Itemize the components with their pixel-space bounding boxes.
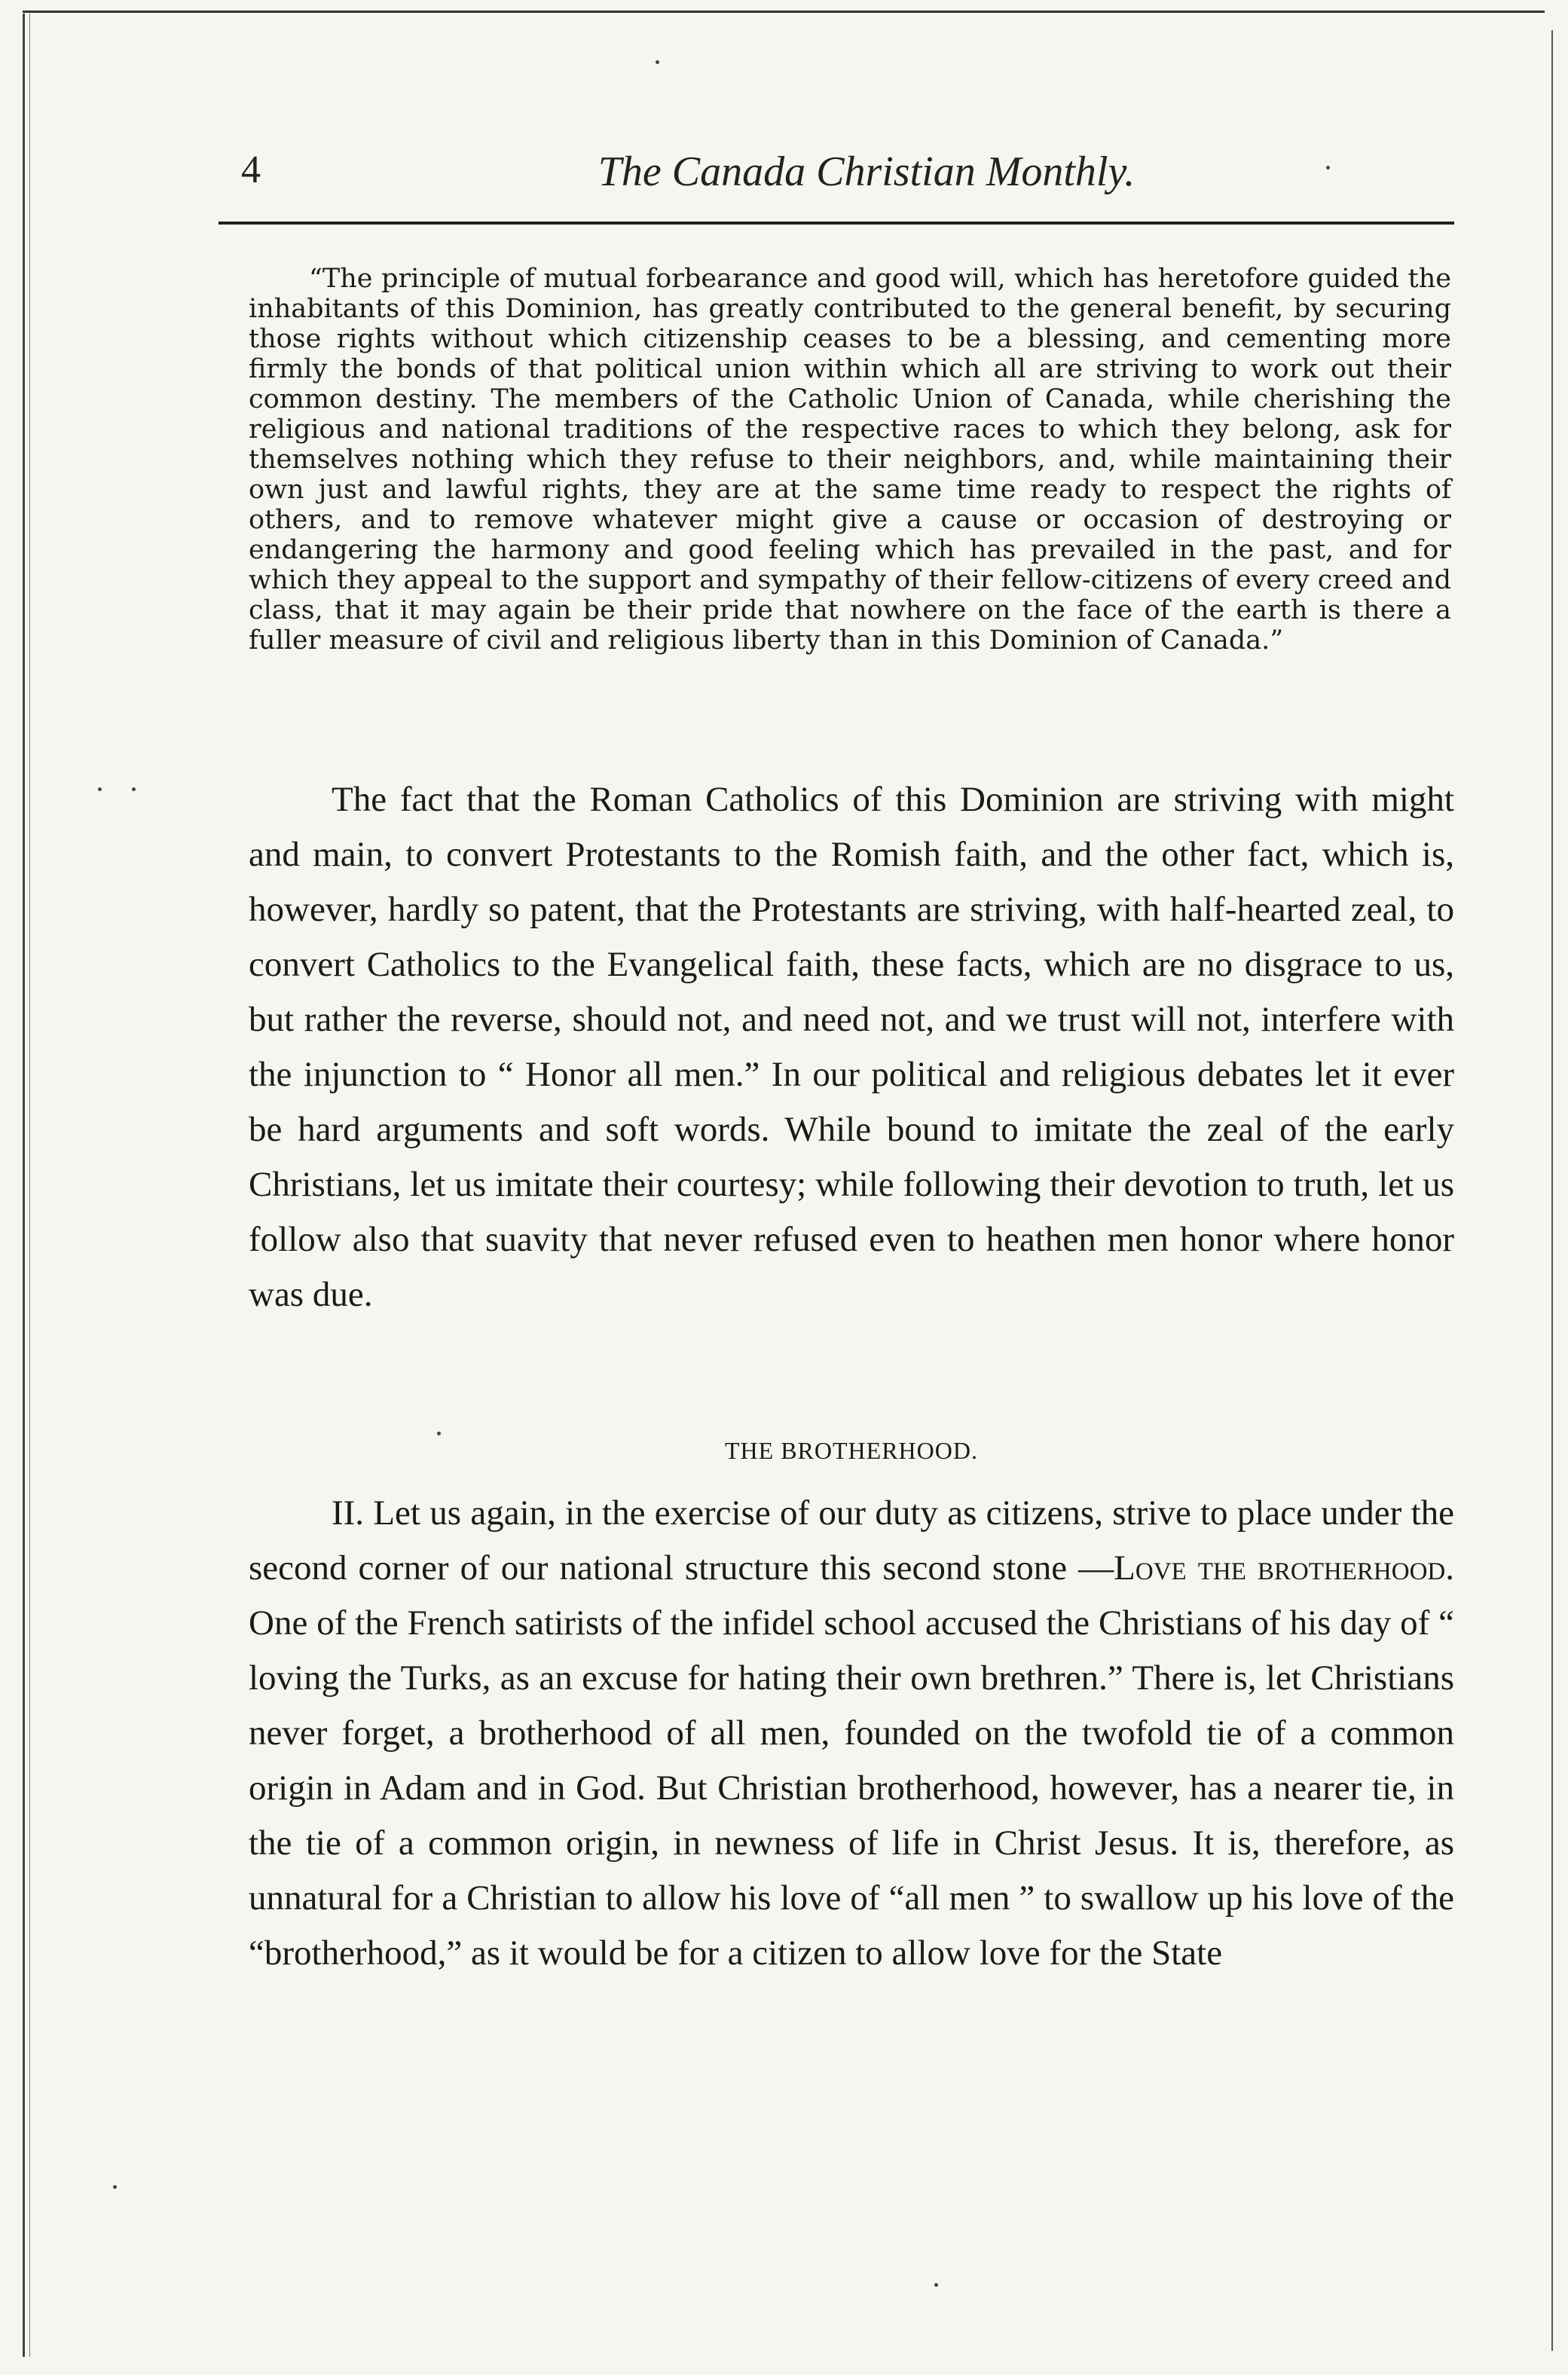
print-speck <box>113 2185 117 2189</box>
quote-paragraph: “The principle of mutual forbearance and good will, which has heretofore guided the inhabitants of this Dominion, has greatly contributed to the general benefit, by securing those rights without which citizenship ceases to be a blessing, and cementing more firmly the bonds of that political union within which all are striving to work out their common destiny. The members of the Catholic Union of Canada, while cherishing the religious and national traditions of the respective races to which they belong, ask for themselves nothing which they refuse to their neighbors, and, while maintaining their own just and lawful rights, they are at the same time ready to respect the rights of others, and to remove whatever might give a cause or occasion of destroying or endangering the harmony and good feeling which has prevailed in the past, and for which they appeal to the support and sympathy of their fellow-citizens of every creed and class, that it may again be their pride that nowhere on the face of the earth is there a fuller measure of civil and religious liberty than in this Dominion of Canada.” <box>249 264 1451 656</box>
print-speck <box>437 1432 441 1435</box>
print-speck <box>656 60 659 64</box>
page-border-top <box>23 11 1545 13</box>
body-paragraph-1-block <box>249 772 1454 1322</box>
header-rule <box>219 222 1454 225</box>
body-paragraph-2-block <box>249 1486 1454 1981</box>
body-paragraph-2 <box>249 1486 1454 1981</box>
section-heading: THE BROTHERHOOD. <box>725 1437 978 1464</box>
print-speck <box>934 2283 938 2287</box>
print-speck <box>98 787 102 791</box>
page-border-left <box>23 14 30 2357</box>
body-paragraph-1: The fact that the Roman Catholics of this Dominion are striving with might and main, to convert Protestants to the Romish faith, and the other fact, which is, however, hardly so patent, that the Protestants are striving, with half-hearted zeal, to convert Catholics to the Evangelical faith, these facts, which are no disgrace to us, but rather the reverse, should not, and need not, and we trust will not, interfere with the injunction to “ Honor all men.” In our political and religious debates let it ever be hard arguments and soft words. While bound to imitate the zeal of the early Christians, let us imitate their courtesy; while following their devotion to truth, let us follow also that suavity that never refused even to heathen men honor where honor was due. <box>249 780 1454 1314</box>
print-speck <box>132 787 136 791</box>
paragraph-2-rest: One of the French satirists of the infidel school accused the Christians of his day of “ loving the Turks, as an excuse for hating their own brethren.” There is, let Christians never forget, a brotherhood of all men, founded on the twofold tie of a common origin in Adam and in God. But Christian brotherhood, however, has a nearer tie, in the tie of a common origin, in newness of life in Christ Jesus. It is, therefore, as unnatural for a Christian to allow his love of “all men ” to swallow up his love of the “brotherhood,” as it would be for a citizen to allow love for the State <box>249 1603 1454 1973</box>
quoted-address <box>249 264 1451 656</box>
print-speck <box>1326 166 1330 170</box>
paragraph-2-small-caps: Love the brotherhood. <box>1114 1548 1455 1588</box>
page-number: 4 <box>241 148 261 191</box>
running-header <box>241 148 1454 208</box>
running-title: The Canada Christian Monthly. <box>598 148 1136 195</box>
paragraph-2-lead: II. Let us again, in the exercise of our duty as citizens, strive to place under the second corner of our national structure this second stone — <box>249 1493 1454 1588</box>
page-border-right <box>1548 30 1553 2351</box>
